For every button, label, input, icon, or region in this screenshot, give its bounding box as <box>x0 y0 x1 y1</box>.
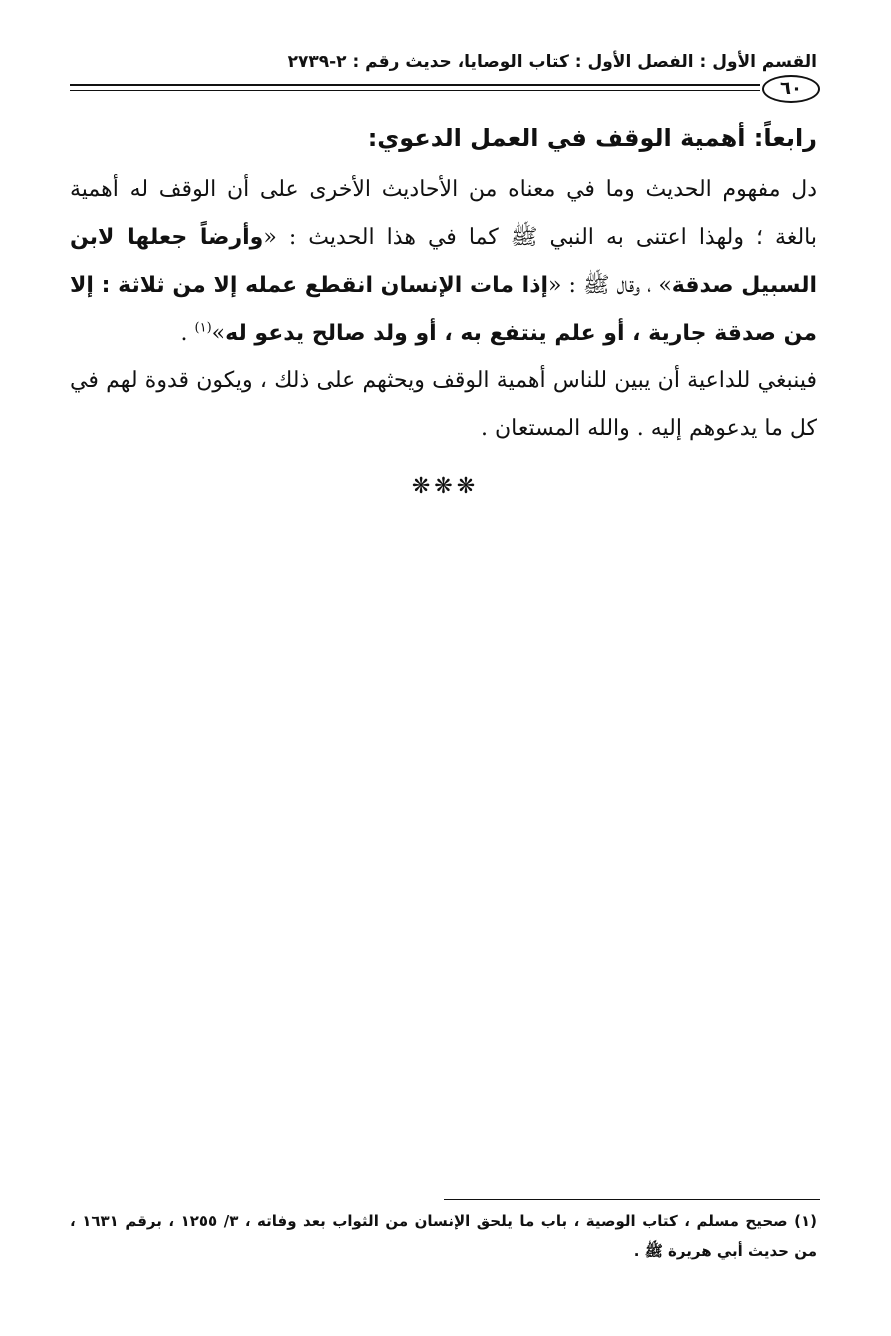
footnote-marker[interactable]: (١) <box>194 320 212 336</box>
hadith-quote-1: وأرضاً جعلها لابن السبيل صدقة <box>70 225 817 298</box>
paragraph-1-close-quote: » <box>211 321 226 346</box>
section-separator: ❋❋❋ <box>411 474 480 499</box>
running-header: القسم الأول : الفصل الأول : كتاب الوصايا، حديث رقم : ٢-٢٧٣٩ <box>287 52 817 72</box>
page-number: ٦٠ <box>762 75 820 103</box>
paragraph-1 <box>70 166 817 358</box>
paragraph-1-intro: دل مفهوم الحديث وما في معناه من الأحاديث الأخرى على أن الوقف له أهمية بالغة ؛ ولهذا اعتنى به النبي ﷺ كما في هذا الحديث : « <box>70 177 817 250</box>
footnote: (١) صحيح مسلم ، كتاب الوصية ، باب ما يلحق الإنسان من الثواب بعد وفاته ، ٣/ ١٢٥٥ ، برقم ١٦٣١ ، من حديث أبي هريرة ﷺ . <box>70 1212 817 1260</box>
section-heading: رابعاً: أهمية الوقف في العمل الدعوي: <box>367 124 817 152</box>
paragraph-1-end: . <box>180 321 195 346</box>
header-rule <box>70 84 760 91</box>
paragraph-1-middle: » ، وقال ﷺ : « <box>548 273 672 298</box>
footnote-rule <box>444 1199 820 1200</box>
hadith-quote-2: إذا مات الإنسان انقطع عمله إلا من ثلاثة : إلا من صدقة جارية ، أو علم ينتفع به ، أو ولد صالح يدعو له <box>70 273 817 346</box>
paragraph-2: فينبغي للداعية أن يبين للناس أهمية الوقف ويحثهم على ذلك ، ويكون قدوة لهم في كل ما يدعوهم إليه . والله المستعان . <box>70 368 817 441</box>
